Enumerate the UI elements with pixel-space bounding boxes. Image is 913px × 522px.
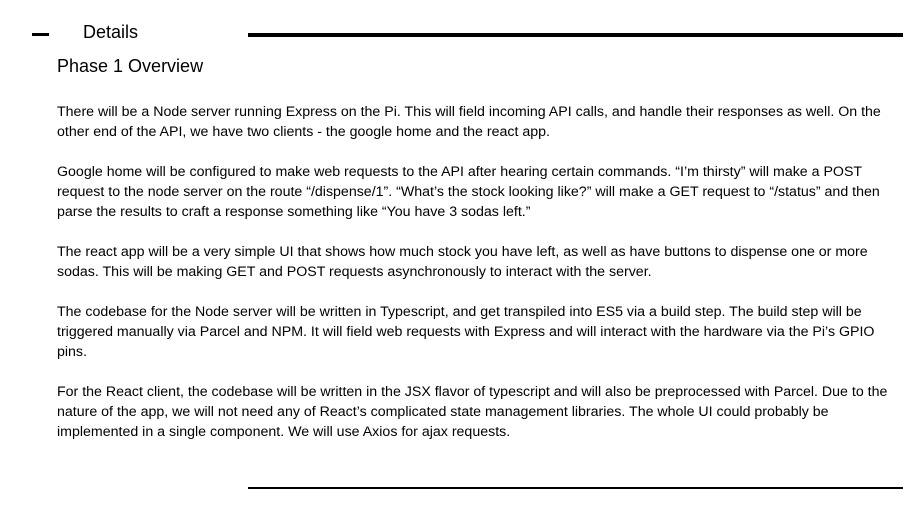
paragraph-react-app: The react app will be a very simple UI that shows how much stock you have left, as well as have buttons to dispense one or more sodas. This will be making GET and POST requests asynchronously to interact with the server.: [57, 244, 868, 280]
section-title: Details: [83, 22, 139, 42]
document-heading: Phase 1 Overview: [57, 56, 204, 76]
paragraph-react-client: For the React client, the codebase will be written in the JSX flavor of typescript and will also be preprocessed with Parcel. Due to the nature of the app, we will not need any of React’s complicated state management libraries. The whole UI could probably be implemented in a single component. We will use Axios for ajax requests.: [57, 384, 888, 440]
top-divider: [248, 33, 903, 37]
paragraph-google-home: Google home will be configured to make web requests to the API after hearing certain commands. “I’m thirsty” will make a POST request to the node server on the route “/dispense/1”. “What’s the stock looking like?” will make a GET request to “/status” and then parse the results to craft a response something like “You have 3 sodas left.”: [57, 164, 880, 220]
paragraph-node-codebase: The codebase for the Node server will be written in Typescript, and get transpiled into ES5 via a build step. The build step will be triggered manually via Parcel and NPM. It will field web requests with Express and will interact with the hardware via the Pi’s GPIO pins.: [57, 304, 875, 360]
paragraph-server: There will be a Node server running Express on the Pi. This will field incoming API calls, and handle their responses as well. On the other end of the API, we have two clients - the google home and the react app.: [57, 104, 881, 140]
document-body: [57, 102, 897, 462]
bottom-divider: [248, 487, 903, 489]
section-dash: [32, 33, 49, 36]
